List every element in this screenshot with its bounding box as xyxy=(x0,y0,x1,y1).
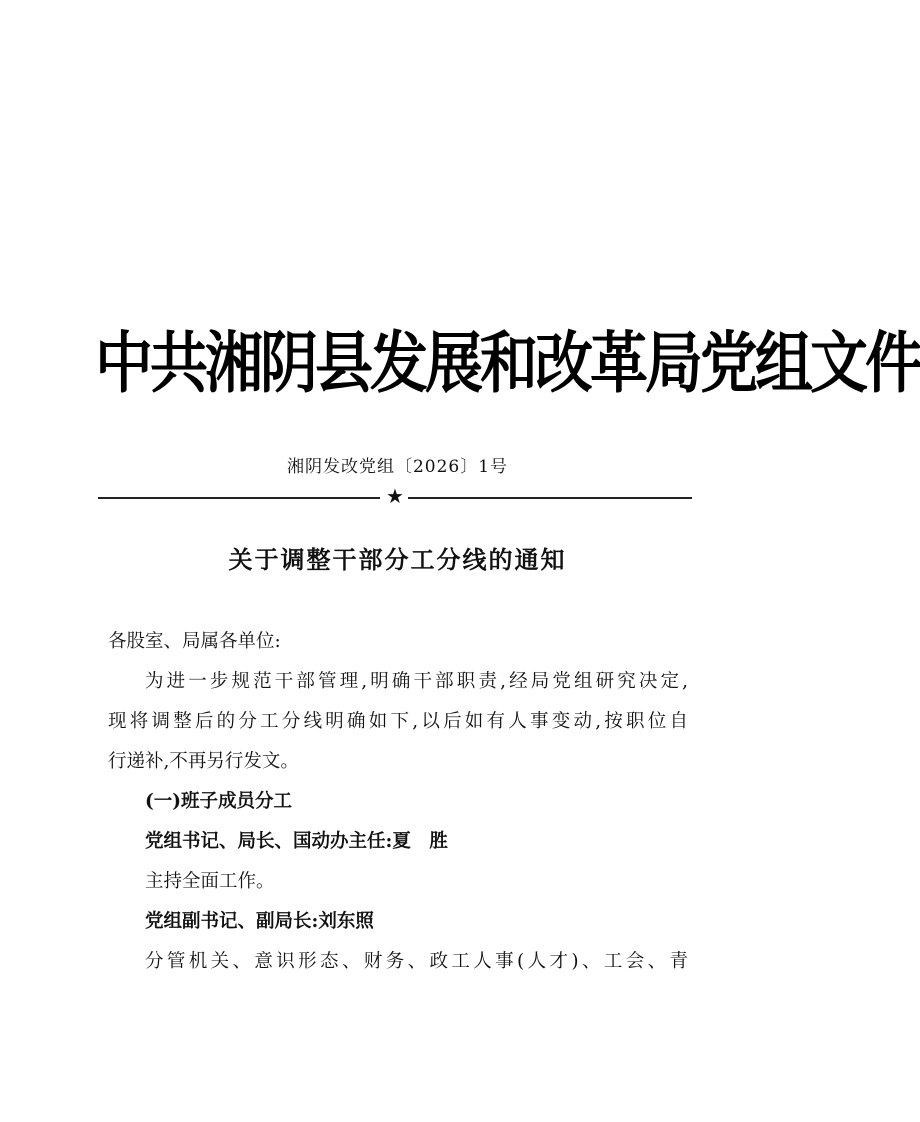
header-divider xyxy=(98,484,692,508)
star-icon: ★ xyxy=(386,484,404,508)
addressee: 各股室、局属各单位: xyxy=(108,631,281,652)
member-duty: 分管机关、意识形态、财务、政工人事(人才)、工会、青 xyxy=(145,951,688,972)
document-masthead: 中共湘阴县发展和改革局党组文件 xyxy=(95,323,920,403)
notice-body xyxy=(108,622,688,982)
divider-line-left xyxy=(98,497,380,499)
notice-title: 关于调整干部分工分线的通知 xyxy=(228,546,567,574)
paragraph-line: 为进一步规范干部管理,明确干部职责,经局党组研究决定, xyxy=(145,671,688,692)
divider-line-right xyxy=(408,497,692,499)
paragraph-line: 现将调整后的分工分线明确如下,以后如有人事变动,按职位自 xyxy=(108,711,688,732)
paragraph-line: 行递补,不再另行发文。 xyxy=(108,751,299,772)
document-number: 湘阴发改党组〔2026〕1号 xyxy=(286,457,509,477)
member-role: 党组书记、局长、国动办主任:夏 胜 xyxy=(145,831,448,852)
member-role: 党组副书记、副局长:刘东照 xyxy=(145,911,374,932)
member-duty: 主持全面工作。 xyxy=(145,871,275,892)
section-heading: (一)班子成员分工 xyxy=(145,791,293,812)
